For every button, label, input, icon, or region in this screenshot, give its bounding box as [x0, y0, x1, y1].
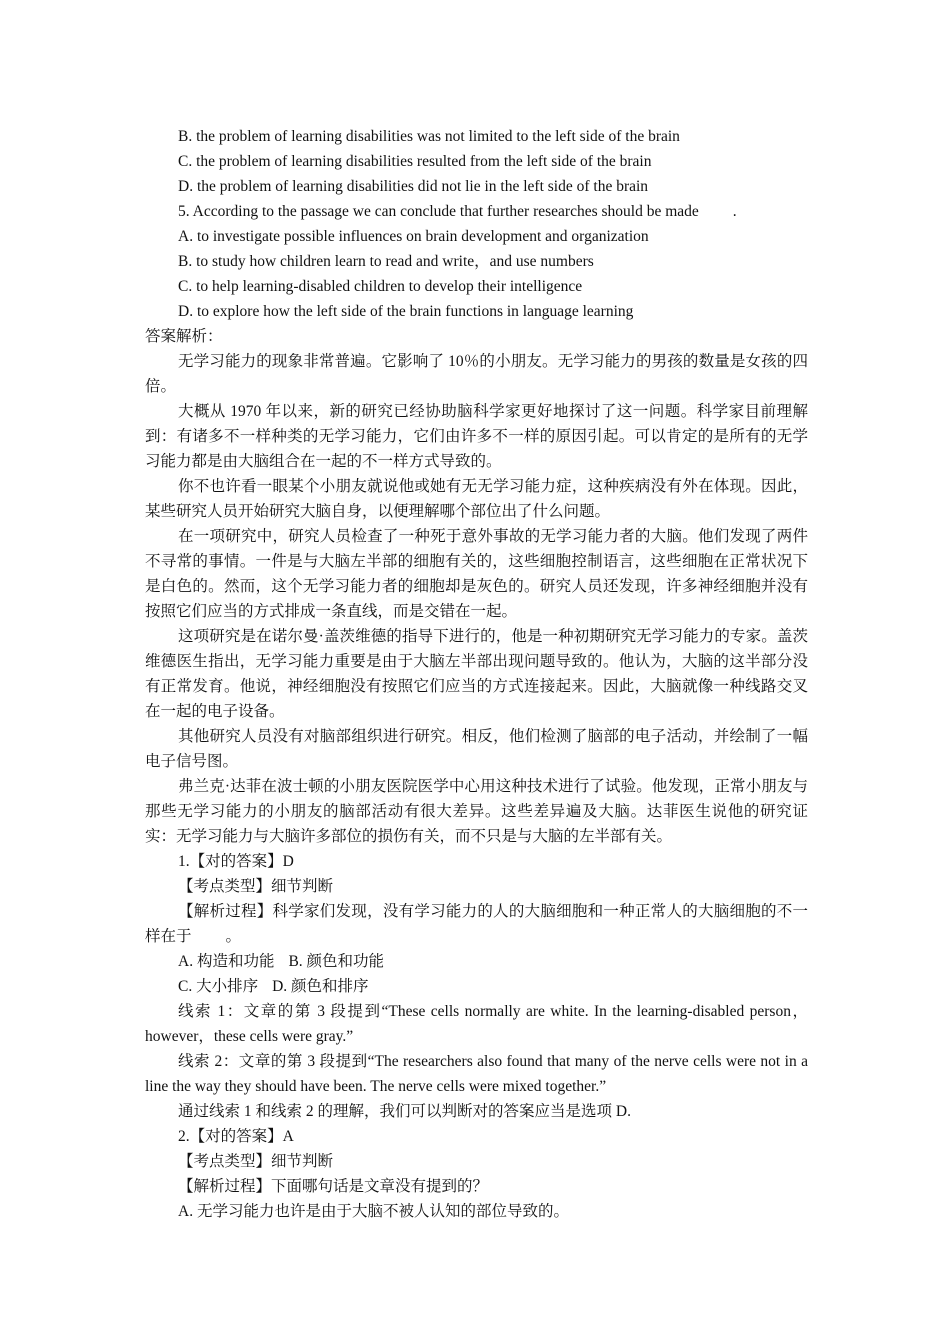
q5-option-b: B. to study how children learn to read and write，and use numbers: [178, 253, 594, 270]
q1-option-c: C. 大小排序: [178, 978, 259, 995]
q2-type: 【考点类型】细节判断: [178, 1153, 334, 1170]
translation-paragraph-6: 其他研究人员没有对脑部组织进行研究。相反，他们检测了脑部的电子活动，并绘制了一幅电子信号图。: [145, 728, 808, 770]
q5-stem-end: .: [732, 203, 737, 220]
q1-option-a: A. 构造和功能: [178, 953, 275, 970]
q1-option-b: B. 颜色和功能: [288, 953, 385, 970]
q5-stem-text: 5. According to the passage we can conclude that further researches should be made: [178, 203, 699, 220]
q1-options-ab: [145, 949, 808, 974]
q5-option-a: A. to investigate possible influences on brain development and organization: [178, 228, 649, 245]
translation-paragraph-1: 无学习能力的现象非常普遍。它影响了 10％的小朋友。无学习能力的男孩的数量是女孩的四倍。: [145, 353, 808, 395]
q4-option-b: B. the problem of learning disabilities was not limited to the left side of the brain: [178, 128, 680, 145]
q5-option-d: D. to explore how the left side of the brain functions in language learning: [178, 303, 634, 320]
translation-paragraph-2: 大概从 1970 年以来，新的研究已经协助脑科学家更好地探讨了这一问题。科学家目前理解到：有诸多不一样种类的无学习能力，它们由许多不一样的原因引起。可以肯定的是所有的无学习能力都是由大脑组合在一起的不一样方式导致的。: [145, 403, 808, 470]
q1-option-d: D. 颜色和排序: [272, 978, 369, 995]
q1-conclusion: 通过线索 1 和线索 2 的理解，我们可以判断对的答案应当是选项 D.: [178, 1103, 631, 1120]
translation-paragraph-5: 这项研究是在诺尔曼·盖茨维德的指导下进行的，他是一种初期研究无学习能力的专家。盖茨维德医生指出，无学习能力重要是由于大脑左半部出现问题导致的。他认为，大脑的这半部分没有正常发育。他说，神经细胞没有按照它们应当的方式连接起来。因此，大脑就像一种线路交叉在一起的电子设备。: [145, 628, 808, 720]
q2-process: 【解析过程】下面哪句话是文章没有提到的？: [178, 1178, 489, 1195]
q2-option-a: A. 无学习能力也许是由于大脑不被人认知的部位导致的。: [178, 1203, 569, 1220]
q1-clue-2: 线索 2：文章的第 3 段提到“The researchers also found that many of the nerve cells were not in a line the way they should have been. The nerve cells were mixed together.”: [145, 1053, 808, 1095]
q1-clue-1: 线索 1：文章的第 3 段提到“These cells normally are white. In the learning-disabled person，however，these cells were gray.”: [145, 1003, 808, 1045]
q1-answer: 1.【对的答案】D: [178, 853, 294, 870]
q1-process-end: 。: [225, 928, 242, 945]
q1-options-cd: [145, 974, 808, 999]
analysis-heading: 答案解析：: [145, 328, 223, 345]
q5-option-c: C. to help learning-disabled children to develop their intelligence: [178, 278, 583, 295]
translation-paragraph-7: 弗兰克·达菲在波士顿的小朋友医院医学中心用这种技术进行了试验。他发现，正常小朋友与那些无学习能力的小朋友的脑部活动有很大差异。这些差异遍及大脑。达菲医生说他的研究证实：无学习能力与大脑许多部位的损伤有关，而不只是与大脑的左半部有关。: [145, 778, 808, 845]
translation-paragraph-4: 在一项研究中，研究人员检查了一种死于意外事故的无学习能力者的大脑。他们发现了两件不寻常的事情。一件是与大脑左半部的细胞有关的，这些细胞控制语言，这些细胞在正常状况下是白色的。然而，这个无学习能力者的细胞却是灰色的。研究人员还发现，许多神经细胞并没有按照它们应当的方式排成一条直线，而是交错在一起。: [145, 528, 808, 620]
q1-type: 【考点类型】细节判断: [178, 878, 334, 895]
q2-answer: 2.【对的答案】A: [178, 1128, 294, 1145]
q1-process: [145, 899, 808, 949]
q1-process-text: 【解析过程】科学家们发现，没有学习能力的人的大脑细胞和一种正常人的大脑细胞的不一样在于: [145, 903, 808, 945]
q4-option-c: C. the problem of learning disabilities resulted from the left side of the brain: [178, 153, 652, 170]
q4-option-d: D. the problem of learning disabilities did not lie in the left side of the brain: [178, 178, 649, 195]
document-body: [145, 124, 808, 1224]
translation-paragraph-3: 你不也许看一眼某个小朋友就说他或她有无无学习能力症，这种疾病没有外在体现。因此，某些研究人员开始研究大脑自身，以便理解哪个部位出了什么问题。: [145, 478, 808, 520]
q5-stem: [145, 199, 808, 224]
